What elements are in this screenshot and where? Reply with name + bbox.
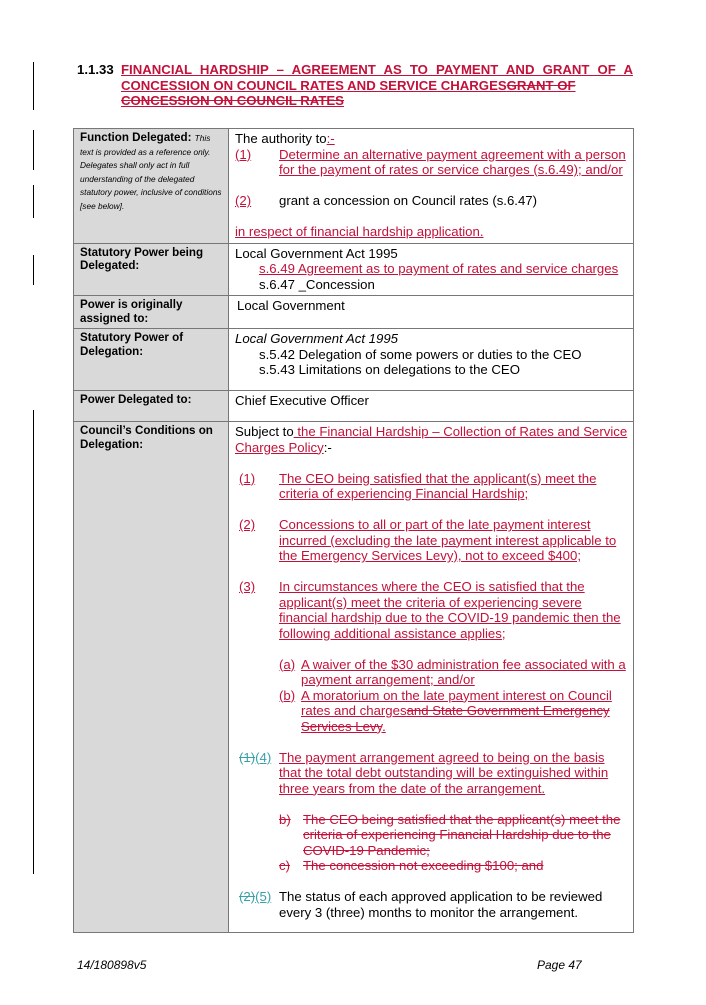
change-bar	[33, 796, 34, 874]
conditions-intro-tail: :-	[323, 439, 332, 455]
change-bar	[33, 410, 34, 830]
condition-3a-text: A waiver of the $30 administration fee associated with a payment arrangement; and/or	[301, 656, 626, 687]
change-bar	[33, 62, 34, 110]
condition-1-number: (1)	[239, 470, 256, 486]
condition-c-deleted-text: The concession not exceeding $100; and	[303, 858, 544, 873]
value-cell	[229, 422, 634, 933]
label-cell	[74, 129, 229, 244]
section-number: 1.1.33	[77, 62, 114, 77]
condition-4-text: The payment arrangement agreed to being on the basis that the total debt outstanding will be extinguished within three years from the date of the arrangement.	[279, 749, 609, 796]
value-cell	[229, 329, 634, 391]
row-statutory-power	[74, 243, 634, 296]
function-note: This text is provided as a reference only. Delegates shall only act in full understanding of the delegated statutory power, inclusive of conditions [see below].	[80, 133, 222, 211]
heading-line-2-deleted: GRANT OF	[506, 77, 576, 93]
row-power-of-delegation	[74, 329, 634, 391]
change-bar	[33, 185, 34, 218]
heading-line-1: FINANCIAL HARDSHIP – AGREEMENT AS TO PAYMENT AND GRANT OF A	[121, 62, 633, 77]
delegation-s543: s.5.43 Limitations on delegations to the CEO	[259, 362, 520, 377]
change-bar	[33, 130, 34, 170]
document-reference: 14/180898v5	[77, 958, 147, 972]
value-cell	[229, 129, 634, 244]
function-item-2-text: grant a concession on Council rates (s.6.47)	[279, 193, 538, 208]
delegated-to-value: Chief Executive Officer	[235, 393, 369, 408]
statutory-label: Statutory Power being Delegated:	[80, 245, 204, 272]
condition-5-new-number: (5)	[255, 889, 272, 904]
delegation-act: Local Government Act 1995	[235, 331, 398, 346]
label-cell	[74, 391, 229, 422]
condition-5-text: The status of each approved application to be reviewed every 3 (three) months to monitor the arrangement.	[279, 889, 603, 920]
conditions-intro-policy: the Financial Hardship – Collection of Rates and Service Charges Policy	[235, 424, 628, 455]
condition-3b-end: .	[382, 718, 386, 734]
label-cell	[74, 243, 229, 296]
row-function-delegated	[74, 129, 634, 244]
condition-3-number: (3)	[239, 579, 256, 594]
function-item-1-text: Determine an alternative payment agreement with a person for the payment of rates or service charges (s.6.49); and/or	[279, 146, 626, 177]
condition-b-deleted-text: The CEO being satisfied that the applicant(s) meet the criteria of experiencing Financial Hardship due to the COVID-19 Pandemic;	[303, 811, 621, 858]
value-cell	[229, 296, 634, 329]
condition-3b-deleted: and State Government Emergency Services Levy	[301, 703, 610, 734]
condition-3b-text: A moratorium on the late payment interest on Council rates and charges	[301, 687, 612, 718]
condition-c-deleted-number: c)	[279, 858, 290, 873]
heading-line-3-deleted: CONCESSION ON COUNCIL RATES	[121, 93, 344, 108]
row-conditions	[74, 422, 634, 933]
heading-line-2-inserted: CONCESSION ON COUNCIL RATES AND SERVICE CHARGES	[121, 77, 507, 93]
condition-5-old-number: (2)	[239, 889, 256, 904]
delegation-s542: s.5.42 Delegation of some powers or duties to the CEO	[259, 346, 582, 362]
row-delegated-to	[74, 391, 634, 422]
function-intro-inserted: :-	[326, 131, 335, 146]
value-cell	[229, 243, 634, 296]
conditions-label: Council’s Conditions on Delegation:	[80, 424, 213, 451]
condition-2-text: Concessions to all or part of the late payment interest incurred (excluding the late payment interest applicable to the Emergency Services Levy), not to exceed $400;	[279, 517, 617, 563]
condition-4-old-number: (1)	[239, 749, 256, 765]
function-footer-text: in respect of financial hardship application.	[235, 224, 484, 239]
statutory-act: Local Government Act 1995	[235, 245, 398, 261]
condition-3-text: In circumstances where the CEO is satisfied that the applicant(s) meet the criteria of experiencing severe financial hardship due to the COVID-19 pandemic then the following additional assistance applies;	[279, 579, 621, 641]
conditions-intro: Subject to	[235, 424, 294, 439]
row-originally-assigned	[74, 296, 634, 329]
label-cell	[74, 329, 229, 391]
label-cell	[74, 296, 229, 329]
statutory-s647: s.6.47 _Concession	[259, 276, 375, 292]
condition-4-new-number: (4)	[255, 749, 272, 765]
change-bar	[33, 255, 34, 285]
condition-1-text: The CEO being satisfied that the applicant(s) meet the criteria of experiencing Financial Hardship;	[279, 470, 597, 501]
delegation-label: Statutory Power of Delegation:	[80, 331, 184, 358]
condition-3b-number: (b)	[279, 687, 296, 703]
function-label: Function Delegated:	[80, 131, 192, 144]
section-heading	[77, 62, 633, 109]
function-item-2-number: (2)	[235, 193, 252, 208]
delegated-to-label: Power Delegated to:	[80, 393, 192, 406]
value-cell	[229, 391, 634, 422]
condition-2-number: (2)	[239, 517, 256, 532]
delegation-table	[73, 128, 634, 933]
condition-3a-number: (a)	[279, 656, 296, 672]
assigned-label: Power is originally assigned to:	[80, 298, 183, 325]
function-intro: The authority to	[235, 131, 327, 146]
function-item-1-number: (1)	[235, 146, 252, 162]
assigned-value: Local Government	[237, 298, 345, 313]
page-number: Page 47	[537, 958, 582, 972]
label-cell	[74, 422, 229, 933]
condition-b-deleted-number: b)	[279, 811, 291, 827]
statutory-s649: s.6.49 Agreement as to payment of rates and service charges	[259, 261, 619, 276]
